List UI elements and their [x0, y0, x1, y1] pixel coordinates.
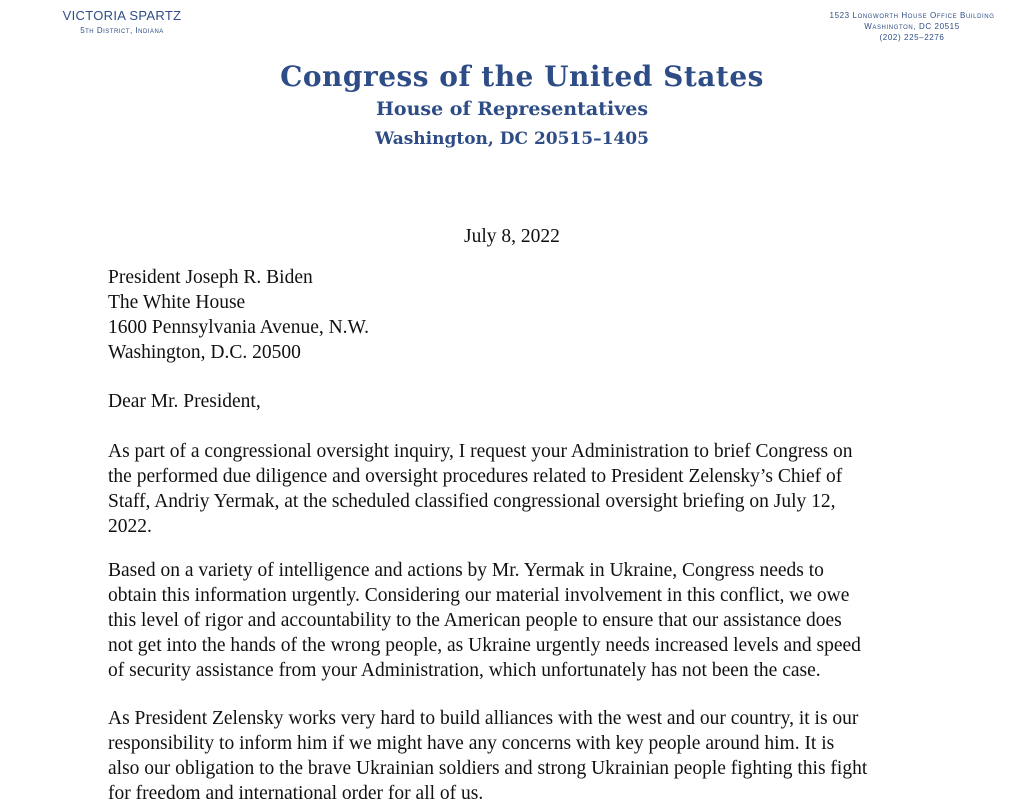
salutation: Dear Mr. President,	[108, 391, 261, 412]
paragraph-line: obtain this information urgently. Considering our material involvement in this conflict, we owe	[108, 585, 850, 606]
paragraph-line: the performed due diligence and oversight procedures related to President Zelensky’s Chief of	[108, 466, 843, 487]
office-phone: (202) 225–2276	[879, 33, 945, 42]
letterhead-chamber: House of Representatives	[375, 98, 649, 120]
letterhead-title: Congress of the United States	[280, 60, 764, 93]
addressee-street: 1600 Pennsylvania Avenue, N.W.	[108, 317, 370, 338]
paragraph-1	[108, 439, 938, 539]
paragraph-2	[108, 558, 938, 683]
addressee-block	[108, 265, 968, 365]
paragraph-line: of security assistance from your Administration, which unfortunately has not been the case.	[108, 660, 821, 681]
letterhead-address: Washington, DC 20515–1405	[375, 129, 649, 149]
paragraph-line: Staff, Andriy Yermak, at the scheduled classified congressional oversight briefing on July 12,	[108, 491, 836, 512]
paragraph-line: Based on a variety of intelligence and actions by Mr. Yermak in Ukraine, Congress needs to	[108, 560, 824, 581]
addressee-org: The White House	[108, 292, 246, 313]
paragraph-line: As part of a congressional oversight inquiry, I request your Administration to brief Congress on	[108, 441, 853, 462]
office-city: Washington, DC 20515	[864, 22, 960, 31]
paragraph-line: responsibility to inform him if we might have any concerns with key people around him. It is	[108, 733, 835, 754]
paragraph-line: As President Zelensky works very hard to build alliances with the west and our country, it is our	[108, 708, 859, 729]
paragraph-3	[108, 706, 958, 806]
paragraph-line: not get into the hands of the wrong people, as Ukraine urgently needs increased levels and speed	[108, 635, 861, 656]
addressee-name: President Joseph R. Biden	[108, 267, 313, 288]
letter-date: July 8, 2022	[464, 226, 560, 247]
member-name: VICTORIA SPARTZ	[62, 8, 182, 23]
office-info	[802, 10, 1022, 43]
member-info	[22, 8, 222, 35]
office-building: 1523 Longworth House Office Building	[829, 11, 995, 20]
paragraph-line: this level of rigor and accountability to the American people to ensure that our assistance does	[108, 610, 842, 631]
addressee-city: Washington, D.C. 20500	[108, 342, 301, 363]
paragraph-line: also our obligation to the brave Ukrainian soldiers and strong Ukrainian people fighting this fight	[108, 758, 868, 779]
paragraph-line: 2022.	[108, 516, 152, 537]
member-district: 5th District, Indiana	[80, 26, 164, 35]
paragraph-line: for freedom and international order for all of us.	[108, 783, 484, 804]
